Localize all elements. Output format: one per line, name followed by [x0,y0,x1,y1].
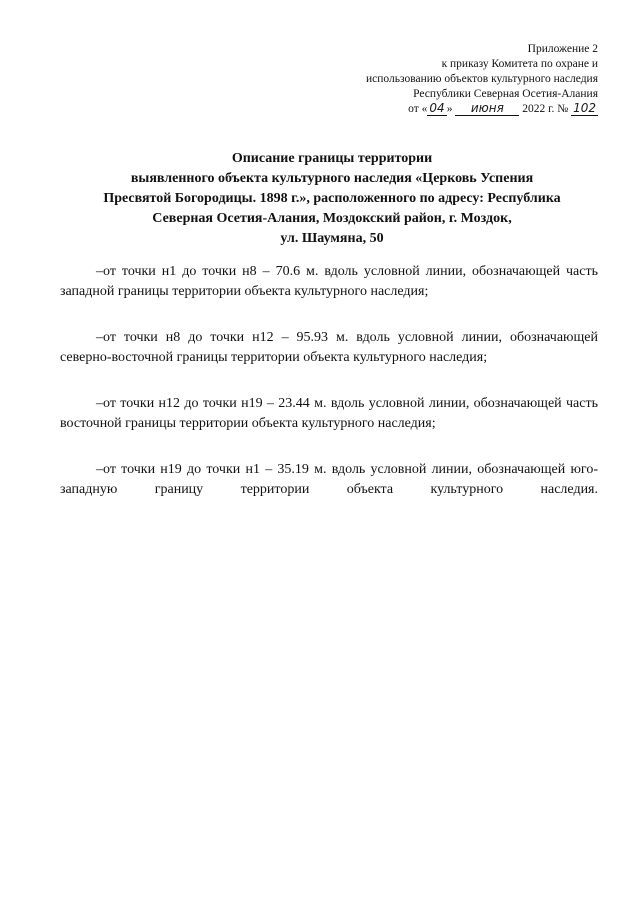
boundary-paragraph-1: –от точки н1 до точки н8 – 70.6 м. вдоль условной линии, обозначающей часть западной границы территории объекта культурного наследия; [60,264,598,299]
annex-date-line [308,102,598,117]
document-title [60,149,604,249]
handwritten-number: 102 [573,101,596,115]
date-mid: » [446,103,453,115]
boundary-paragraph-2: –от точки н8 до точки н12 – 95.93 м. вдоль условной линии, обозначающей северно-восточной границы территории объекта культурного наследия; [60,330,598,365]
annex-header [308,42,598,117]
title-line-3: Пресвятой Богородицы. 1898 г.», расположенного по адресу: Республика [103,191,561,206]
title-line-5: ул. Шаумяна, 50 [280,231,384,246]
boundary-paragraph-3: –от точки н12 до точки н19 – 23.44 м. вдоль условной линии, обозначающей часть восточной границы территории объекта культурного наследия; [60,396,598,431]
handwritten-day: 04 [429,101,445,115]
annex-title: Приложение 2 [527,43,598,55]
title-line-1: Описание границы территории [231,151,433,166]
annex-order-line: к приказу Комитета по охране и [441,58,598,70]
handwritten-month: июня [455,102,519,116]
date-year: 2022 г. № [522,103,569,115]
annex-committee-line: использованию объектов культурного наследия [365,73,598,85]
date-prefix: от « [408,103,428,115]
title-line-2: выявленного объекта культурного наследия «Церковь Успения [130,171,534,186]
document-body [60,262,598,526]
boundary-paragraph-4: –от точки н19 до точки н1 – 35.19 м. вдоль условной линии, обозначающей юго-западную границу территории объекта культурного наследия. [60,462,598,497]
annex-republic-line: Республики Северная Осетия-Алания [413,88,598,100]
title-line-4: Северная Осетия-Алания, Моздокский район, г. Моздок, [152,211,512,226]
